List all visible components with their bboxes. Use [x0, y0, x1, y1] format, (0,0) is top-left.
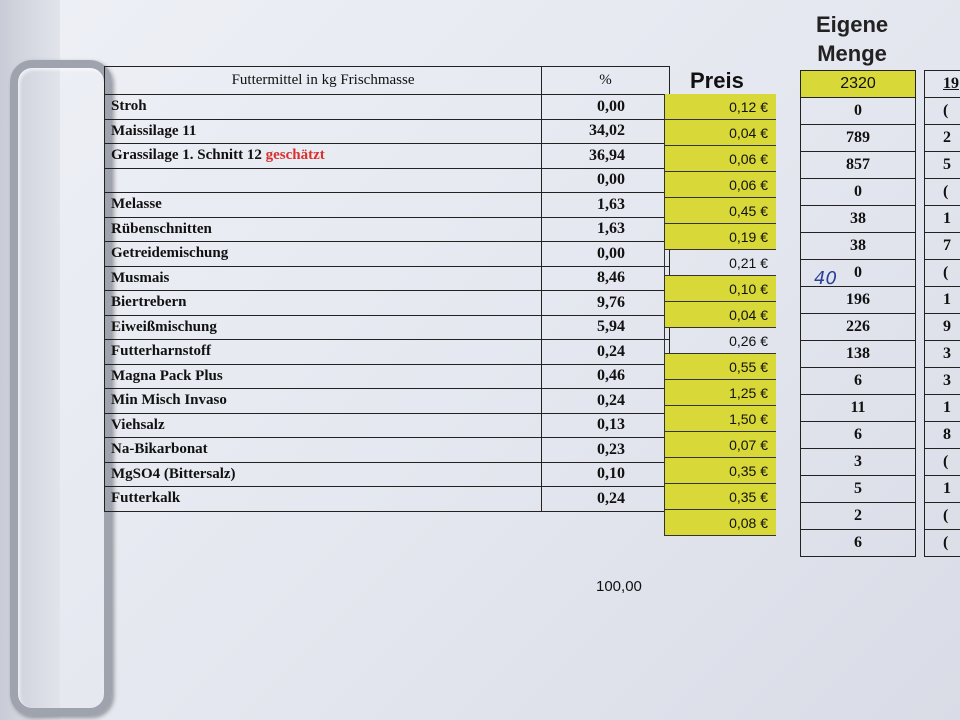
- percent-cell: 0,00: [542, 242, 670, 267]
- table-row: [105, 315, 670, 340]
- feed-name: Na-Bikarbonat: [111, 441, 208, 458]
- table-row: [801, 98, 916, 125]
- feed-name-cell: [105, 144, 542, 169]
- feed-name-cell: [105, 119, 542, 144]
- binder-ring: [10, 60, 112, 716]
- own-amount-heading: [816, 10, 888, 68]
- table-row: [925, 260, 960, 287]
- feed-table: [104, 66, 670, 512]
- table-row: [925, 71, 960, 98]
- own-amount-cell: 196: [801, 287, 916, 314]
- next-column-cell: 3: [925, 341, 960, 368]
- next-column-cell: 1: [925, 476, 960, 503]
- percent-cell: 0,24: [542, 389, 670, 414]
- feed-table-header: [105, 67, 670, 95]
- table-row: [925, 422, 960, 449]
- table-row: [105, 242, 670, 267]
- next-column-cell: 2: [925, 125, 960, 152]
- table-row: [925, 179, 960, 206]
- own-amount-heading-line1: Eigene: [816, 12, 889, 37]
- table-row: [801, 233, 916, 260]
- own-amount-cell: 0: [801, 260, 916, 287]
- feed-name-cell: [105, 462, 542, 487]
- own-amount-cell: 789: [801, 125, 916, 152]
- feed-name-cell: [105, 217, 542, 242]
- next-column-cell: (: [925, 98, 960, 125]
- next-column-cell: (: [925, 530, 960, 557]
- table-row: [925, 368, 960, 395]
- table-row: [105, 389, 670, 414]
- feed-name-cell: [105, 168, 542, 193]
- table-row: [801, 314, 916, 341]
- feed-name-cell: [105, 438, 542, 463]
- feed-name: Getreidemischung: [111, 245, 229, 262]
- feed-name: Min Misch Invaso: [111, 392, 227, 409]
- next-column-header: 19: [925, 71, 960, 98]
- own-amount-total: 2320: [801, 71, 916, 98]
- own-amount-table: [800, 70, 916, 557]
- table-row: [925, 314, 960, 341]
- price-cell: 0,35 €: [664, 484, 776, 510]
- own-amount-cell: 138: [801, 341, 916, 368]
- price-cell: 0,10 €: [664, 276, 776, 302]
- table-row: [925, 449, 960, 476]
- table-row: [801, 503, 916, 530]
- feed-name: MgSO4 (Bittersalz): [111, 465, 236, 482]
- table-row: [105, 462, 670, 487]
- feed-name-cell: [105, 242, 542, 267]
- table-row: [105, 364, 670, 389]
- table-row: [801, 530, 916, 557]
- percent-cell: 5,94: [542, 315, 670, 340]
- feed-name: Maissilage 11: [111, 122, 197, 139]
- table-row: [925, 530, 960, 557]
- next-column-table: [924, 70, 960, 557]
- feed-name: Viehsalz: [111, 416, 165, 433]
- own-amount-cell: 0: [801, 179, 916, 206]
- feed-name-cell: [105, 315, 542, 340]
- feed-name: Eiweißmischung: [111, 318, 217, 335]
- percent-cell: 0,24: [542, 487, 670, 512]
- own-amount-cell: 6: [801, 368, 916, 395]
- table-row: [801, 152, 916, 179]
- own-amount-cell: 2: [801, 503, 916, 530]
- feed-name: Stroh: [111, 98, 147, 115]
- price-cell: 0,19 €: [664, 224, 776, 250]
- price-cell: 1,25 €: [664, 380, 776, 406]
- feed-name-cell: [105, 364, 542, 389]
- header-percent: %: [542, 67, 670, 95]
- percent-cell: 34,02: [542, 119, 670, 144]
- table-row: [801, 71, 916, 98]
- own-amount-cell: 0: [801, 98, 916, 125]
- feed-name-cell: [105, 193, 542, 218]
- percent-total: 100,00: [596, 578, 642, 595]
- next-column-cell: (: [925, 179, 960, 206]
- table-row: [925, 206, 960, 233]
- percent-cell: 1,63: [542, 217, 670, 242]
- next-column-cell: 3: [925, 368, 960, 395]
- price-column: [664, 94, 776, 536]
- table-row: [925, 125, 960, 152]
- price-cell: 0,07 €: [664, 432, 776, 458]
- table-row: [105, 266, 670, 291]
- table-row: [801, 368, 916, 395]
- price-cell: 0,35 €: [664, 458, 776, 484]
- next-column-cell: 1: [925, 206, 960, 233]
- table-row: [105, 438, 670, 463]
- own-amount-heading-line2: Menge: [817, 41, 887, 66]
- table-row: [925, 233, 960, 260]
- next-column-cell: 5: [925, 152, 960, 179]
- percent-cell: 0,46: [542, 364, 670, 389]
- table-row: [925, 476, 960, 503]
- percent-cell: 8,46: [542, 266, 670, 291]
- table-row: [801, 287, 916, 314]
- percent-cell: 0,23: [542, 438, 670, 463]
- feed-name: Futterkalk: [111, 490, 181, 507]
- table-row: [801, 125, 916, 152]
- table-row: [801, 395, 916, 422]
- feed-name-cell: [105, 487, 542, 512]
- estimated-note: geschätzt: [265, 147, 325, 164]
- header-feed-name: Futtermittel in kg Frischmasse: [105, 67, 542, 95]
- table-row: [925, 98, 960, 125]
- percent-cell: 0,00: [542, 168, 670, 193]
- own-amount-cell: 38: [801, 206, 916, 233]
- price-cell: 0,12 €: [664, 94, 776, 120]
- price-cell: 0,06 €: [664, 172, 776, 198]
- price-cell: 0,45 €: [664, 198, 776, 224]
- own-amount-cell: 6: [801, 422, 916, 449]
- price-cell: 0,04 €: [664, 302, 776, 328]
- next-column-cell: 1: [925, 395, 960, 422]
- price-cell: 0,55 €: [664, 354, 776, 380]
- table-row: [105, 144, 670, 169]
- table-row: [801, 449, 916, 476]
- percent-cell: 36,94: [542, 144, 670, 169]
- table-row: [105, 340, 670, 365]
- price-cell: 0,21 €: [664, 250, 776, 276]
- percent-cell: 0,24: [542, 340, 670, 365]
- percent-cell: 1,63: [542, 193, 670, 218]
- feed-name: Biertrebern: [111, 294, 187, 311]
- table-row: [105, 217, 670, 242]
- own-amount-cell: 857: [801, 152, 916, 179]
- table-row: [801, 422, 916, 449]
- feed-name-cell: [105, 340, 542, 365]
- percent-cell: 0,00: [542, 95, 670, 120]
- own-amount-cell: 226: [801, 314, 916, 341]
- next-column-cell: (: [925, 260, 960, 287]
- table-row: [925, 341, 960, 368]
- own-amount-cell: 3: [801, 449, 916, 476]
- next-column-cell: (: [925, 449, 960, 476]
- table-row: [105, 95, 670, 120]
- price-cell: 0,26 €: [664, 328, 776, 354]
- price-cell: 1,50 €: [664, 406, 776, 432]
- own-amount-cell: 5: [801, 476, 916, 503]
- table-row: [801, 476, 916, 503]
- handwritten-note: 40: [814, 268, 837, 289]
- feed-name: Grassilage 1. Schnitt 12: [111, 147, 266, 164]
- feed-name-cell: [105, 389, 542, 414]
- feed-name-cell: [105, 95, 542, 120]
- table-row: [105, 168, 670, 193]
- feed-name: Rübenschnitten: [111, 220, 212, 237]
- table-row: [925, 503, 960, 530]
- feed-name-cell: [105, 291, 542, 316]
- table-row: [105, 413, 670, 438]
- next-column-cell: (: [925, 503, 960, 530]
- next-column-cell: 8: [925, 422, 960, 449]
- table-row: [801, 341, 916, 368]
- percent-cell: 9,76: [542, 291, 670, 316]
- feed-name: Melasse: [111, 196, 162, 213]
- percent-cell: 0,10: [542, 462, 670, 487]
- price-cell: 0,08 €: [664, 510, 776, 536]
- feed-name-cell: [105, 413, 542, 438]
- price-cell: 0,06 €: [664, 146, 776, 172]
- table-row: [801, 179, 916, 206]
- feed-name-cell: [105, 266, 542, 291]
- table-row: [105, 291, 670, 316]
- table-row: [925, 152, 960, 179]
- table-row: [105, 193, 670, 218]
- table-row: [925, 395, 960, 422]
- next-column-cell: 1: [925, 287, 960, 314]
- feed-name: Futterharnstoff: [111, 343, 211, 360]
- feed-name: Musmais: [111, 269, 170, 286]
- table-row: [105, 119, 670, 144]
- table-row: [105, 487, 670, 512]
- next-column-cell: 9: [925, 314, 960, 341]
- percent-cell: 0,13: [542, 413, 670, 438]
- table-row: [801, 206, 916, 233]
- own-amount-cell: 6: [801, 530, 916, 557]
- price-cell: 0,04 €: [664, 120, 776, 146]
- next-column-cell: 7: [925, 233, 960, 260]
- feed-name: Magna Pack Plus: [111, 367, 223, 384]
- price-heading: Preis: [690, 68, 744, 93]
- own-amount-cell: 11: [801, 395, 916, 422]
- own-amount-cell: 38: [801, 233, 916, 260]
- table-row: [925, 287, 960, 314]
